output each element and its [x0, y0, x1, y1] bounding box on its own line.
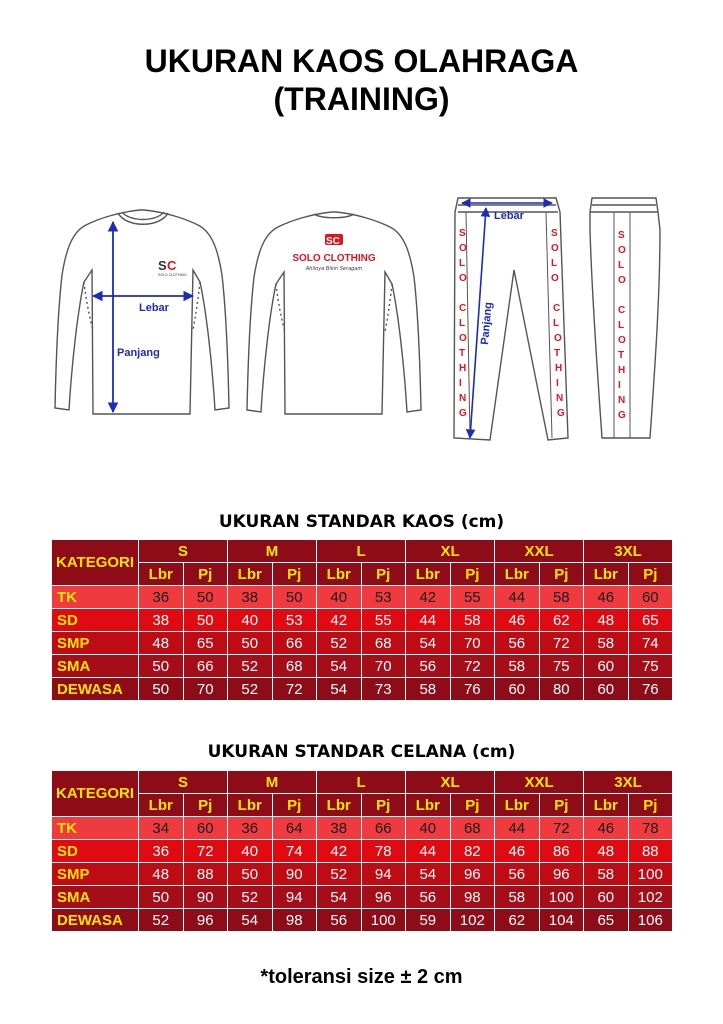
table-cell: 60 — [584, 655, 629, 678]
brand-tagline: Ahlinya Bikin Seragam — [305, 266, 363, 272]
measure-header: Lbr — [228, 563, 273, 586]
table-cell: 44 — [406, 840, 451, 863]
table-cell: 48 — [139, 632, 184, 655]
table-cell: 90 — [183, 886, 228, 909]
svg-text:C: C — [167, 258, 177, 273]
celana-size-table — [51, 770, 673, 932]
svg-text:T: T — [554, 348, 561, 359]
table-cell: 55 — [361, 609, 406, 632]
table-cell: 42 — [317, 840, 362, 863]
table-cell: 66 — [272, 632, 317, 655]
table-cell: 64 — [272, 817, 317, 840]
table-cell: 50 — [139, 886, 184, 909]
table-cell: 62 — [495, 909, 540, 932]
svg-text:L: L — [618, 320, 625, 331]
size-header: 3XL — [584, 540, 673, 563]
table-cell: 56 — [406, 655, 451, 678]
table-cell: 54 — [317, 886, 362, 909]
table-cell: 100 — [539, 886, 584, 909]
table-cell: 36 — [139, 840, 184, 863]
table-cell: 78 — [628, 817, 673, 840]
table-cell: 46 — [495, 840, 540, 863]
panjang-label-shirt: Panjang — [117, 347, 160, 359]
svg-text:C: C — [618, 305, 626, 316]
table-cell: 86 — [539, 840, 584, 863]
svg-text:O: O — [618, 335, 626, 346]
table-cell: 70 — [183, 678, 228, 701]
table-cell: 54 — [406, 863, 451, 886]
table-cell: 40 — [406, 817, 451, 840]
table-cell: 46 — [584, 586, 629, 609]
lebar-label-pants: Lebar — [494, 210, 524, 222]
table-cell: 76 — [628, 678, 673, 701]
size-header: 3XL — [584, 771, 673, 794]
table-cell: 50 — [183, 609, 228, 632]
table-cell: 48 — [584, 609, 629, 632]
table-cell: 96 — [450, 863, 495, 886]
svg-text:L: L — [459, 318, 466, 329]
table-cell: 104 — [539, 909, 584, 932]
table-cell: 76 — [450, 678, 495, 701]
table-cell: 58 — [406, 678, 451, 701]
category-header: KATEGORI — [52, 771, 139, 817]
measure-header: Lbr — [495, 794, 540, 817]
svg-text:N: N — [459, 393, 467, 404]
table-cell: 50 — [228, 863, 273, 886]
svg-text:O: O — [554, 333, 562, 344]
table-cell: 56 — [406, 886, 451, 909]
measure-header: Lbr — [139, 563, 184, 586]
lebar-label-shirt: Lebar — [139, 302, 169, 314]
svg-text:I: I — [556, 378, 559, 389]
table-cell: 46 — [495, 609, 540, 632]
size-header: L — [317, 540, 406, 563]
table-cell: 58 — [584, 632, 629, 655]
table-cell: 72 — [539, 632, 584, 655]
measure-header: Pj — [183, 794, 228, 817]
table-cell: 38 — [317, 817, 362, 840]
measure-header: Pj — [272, 794, 317, 817]
svg-text:S: S — [618, 230, 625, 241]
table-cell: 75 — [539, 655, 584, 678]
table-cell: 55 — [450, 586, 495, 609]
table-cell: 54 — [228, 909, 273, 932]
table-cell: 88 — [628, 840, 673, 863]
celana-table-body — [52, 771, 673, 932]
table-cell: 44 — [495, 817, 540, 840]
table-cell: 60 — [495, 678, 540, 701]
table-cell: 40 — [317, 586, 362, 609]
table-cell: 58 — [584, 863, 629, 886]
svg-text:L: L — [459, 258, 466, 269]
svg-text:C: C — [553, 303, 561, 314]
table-row — [52, 678, 673, 701]
measure-header: Pj — [450, 563, 495, 586]
table-cell: 73 — [361, 678, 406, 701]
measure-header: Pj — [450, 794, 495, 817]
measure-header: Pj — [361, 563, 406, 586]
table-cell: 60 — [584, 886, 629, 909]
table-cell: 82 — [450, 840, 495, 863]
svg-text:G: G — [459, 408, 467, 419]
svg-text:S: S — [158, 258, 167, 273]
row-category: TK — [52, 586, 139, 609]
table-cell: 52 — [317, 863, 362, 886]
table-cell: 58 — [539, 586, 584, 609]
table-cell: 102 — [628, 886, 673, 909]
brand-name: SOLO CLOTHING — [292, 253, 376, 264]
tolerance-note: *toleransi size ± 2 cm — [260, 966, 463, 988]
size-header-row — [52, 771, 673, 794]
table-cell: 65 — [183, 632, 228, 655]
row-category: SMA — [52, 886, 139, 909]
table-row — [52, 632, 673, 655]
measure-header: Pj — [539, 563, 584, 586]
measure-header: Lbr — [317, 794, 362, 817]
row-category: SMP — [52, 632, 139, 655]
table-cell: 74 — [272, 840, 317, 863]
table-cell: 52 — [228, 678, 273, 701]
kaos-size-table — [51, 539, 673, 701]
table-cell: 42 — [406, 586, 451, 609]
measure-header: Lbr — [584, 563, 629, 586]
svg-text:S: S — [459, 228, 466, 239]
size-header: M — [228, 771, 317, 794]
svg-text:N: N — [556, 393, 564, 404]
table-cell: 65 — [584, 909, 629, 932]
table-cell: 56 — [495, 632, 540, 655]
svg-text:C: C — [459, 303, 467, 314]
table-cell: 98 — [272, 909, 317, 932]
table-cell: 62 — [539, 609, 584, 632]
table-cell: 75 — [628, 655, 673, 678]
svg-text:L: L — [618, 260, 625, 271]
page-title-line1: UKURAN KAOS OLAHRAGA — [144, 43, 579, 79]
table-cell: 58 — [495, 655, 540, 678]
panjang-label-pants: Panjang — [479, 301, 495, 346]
table-cell: 74 — [628, 632, 673, 655]
table-cell: 60 — [584, 678, 629, 701]
table-row — [52, 655, 673, 678]
measure-header-row — [52, 794, 673, 817]
celana-table-title: UKURAN STANDAR CELANA (cm) — [207, 742, 516, 762]
table-cell: 72 — [539, 817, 584, 840]
table-cell: 48 — [139, 863, 184, 886]
table-cell: 58 — [450, 609, 495, 632]
svg-text:O: O — [459, 243, 467, 254]
table-cell: 68 — [450, 817, 495, 840]
table-cell: 78 — [361, 840, 406, 863]
table-cell: 106 — [628, 909, 673, 932]
measure-header: Pj — [628, 563, 673, 586]
svg-text:H: H — [459, 363, 467, 374]
table-cell: 90 — [272, 863, 317, 886]
page-title-line2: (TRAINING) — [273, 81, 450, 117]
kaos-table-body — [52, 540, 673, 701]
table-cell: 50 — [272, 586, 317, 609]
size-header: S — [139, 771, 228, 794]
table-cell: 96 — [183, 909, 228, 932]
svg-text:I: I — [459, 378, 462, 389]
table-cell: 38 — [139, 609, 184, 632]
svg-text:T: T — [459, 348, 466, 359]
svg-text:O: O — [551, 273, 559, 284]
table-cell: 50 — [183, 586, 228, 609]
table-cell: 68 — [272, 655, 317, 678]
table-cell: 53 — [361, 586, 406, 609]
table-cell: 88 — [183, 863, 228, 886]
table-cell: 36 — [228, 817, 273, 840]
table-cell: 54 — [406, 632, 451, 655]
svg-text:G: G — [557, 408, 565, 419]
table-row — [52, 909, 673, 932]
table-cell: 58 — [495, 886, 540, 909]
table-cell: 94 — [272, 886, 317, 909]
row-category: SD — [52, 609, 139, 632]
table-cell: 94 — [361, 863, 406, 886]
category-header: KATEGORI — [52, 540, 139, 586]
table-cell: 54 — [317, 655, 362, 678]
measure-header: Lbr — [495, 563, 540, 586]
table-cell: 100 — [361, 909, 406, 932]
table-cell: 38 — [228, 586, 273, 609]
table-cell: 40 — [228, 609, 273, 632]
table-cell: 59 — [406, 909, 451, 932]
kaos-table-title: UKURAN STANDAR KAOS (cm) — [218, 512, 505, 532]
svg-text:O: O — [459, 333, 467, 344]
size-header: L — [317, 771, 406, 794]
measure-header: Lbr — [406, 794, 451, 817]
svg-text:O: O — [551, 243, 559, 254]
table-row — [52, 886, 673, 909]
table-row — [52, 817, 673, 840]
svg-text:L: L — [551, 258, 558, 269]
table-cell: 52 — [139, 909, 184, 932]
row-category: SD — [52, 840, 139, 863]
row-category: SMP — [52, 863, 139, 886]
measure-header: Lbr — [584, 794, 629, 817]
svg-text:O: O — [459, 273, 467, 284]
table-cell: 52 — [228, 655, 273, 678]
table-cell: 100 — [628, 863, 673, 886]
table-cell: 56 — [317, 909, 362, 932]
svg-text:N: N — [618, 395, 626, 406]
size-header: S — [139, 540, 228, 563]
table-cell: 72 — [183, 840, 228, 863]
table-cell: 46 — [584, 817, 629, 840]
table-cell: 60 — [183, 817, 228, 840]
size-header: XL — [406, 540, 495, 563]
size-header: XL — [406, 771, 495, 794]
table-row — [52, 840, 673, 863]
table-cell: 70 — [450, 632, 495, 655]
table-cell: 34 — [139, 817, 184, 840]
size-header: M — [228, 540, 317, 563]
table-cell: 80 — [539, 678, 584, 701]
svg-text:I: I — [618, 380, 621, 391]
measure-header-row — [52, 563, 673, 586]
table-cell: 44 — [495, 586, 540, 609]
table-cell: 96 — [361, 886, 406, 909]
table-cell: 60 — [628, 586, 673, 609]
table-cell: 66 — [183, 655, 228, 678]
garment-illustration — [0, 185, 723, 450]
table-cell: 52 — [317, 632, 362, 655]
measure-header: Lbr — [228, 794, 273, 817]
table-cell: 66 — [361, 817, 406, 840]
table-cell: 96 — [539, 863, 584, 886]
table-row — [52, 863, 673, 886]
size-header-row — [52, 540, 673, 563]
row-category: SMA — [52, 655, 139, 678]
table-cell: 48 — [584, 840, 629, 863]
row-category: TK — [52, 817, 139, 840]
measure-header: Lbr — [139, 794, 184, 817]
table-cell: 42 — [317, 609, 362, 632]
table-cell: 72 — [450, 655, 495, 678]
measure-header: Pj — [361, 794, 406, 817]
measure-header: Pj — [272, 563, 317, 586]
svg-text:T: T — [618, 350, 625, 361]
svg-text:O: O — [618, 275, 626, 286]
table-cell: 53 — [272, 609, 317, 632]
table-cell: 98 — [450, 886, 495, 909]
table-cell: 52 — [228, 886, 273, 909]
svg-text:O: O — [618, 245, 626, 256]
svg-text:S: S — [551, 228, 558, 239]
table-row — [52, 586, 673, 609]
svg-text:H: H — [618, 365, 626, 376]
table-row — [52, 609, 673, 632]
table-cell: 50 — [139, 655, 184, 678]
measure-header: Pj — [628, 794, 673, 817]
row-category: DEWASA — [52, 678, 139, 701]
svg-text:SC: SC — [326, 236, 340, 247]
table-cell: 54 — [317, 678, 362, 701]
table-cell: 36 — [139, 586, 184, 609]
table-cell: 56 — [495, 863, 540, 886]
table-cell: 50 — [228, 632, 273, 655]
table-cell: 68 — [361, 632, 406, 655]
table-cell: 40 — [228, 840, 273, 863]
measure-header: Lbr — [406, 563, 451, 586]
table-cell: 65 — [628, 609, 673, 632]
svg-text:L: L — [553, 318, 560, 329]
row-category: DEWASA — [52, 909, 139, 932]
measure-header: Pj — [539, 794, 584, 817]
svg-text:G: G — [618, 410, 626, 421]
table-cell: 102 — [450, 909, 495, 932]
logo-small-text: SOLO CLOTHING — [158, 273, 187, 277]
svg-text:H: H — [555, 363, 563, 374]
table-cell: 50 — [139, 678, 184, 701]
table-cell: 44 — [406, 609, 451, 632]
measure-header: Lbr — [317, 563, 362, 586]
size-header: XXL — [495, 540, 584, 563]
size-header: XXL — [495, 771, 584, 794]
measure-header: Pj — [183, 563, 228, 586]
table-cell: 72 — [272, 678, 317, 701]
table-cell: 70 — [361, 655, 406, 678]
